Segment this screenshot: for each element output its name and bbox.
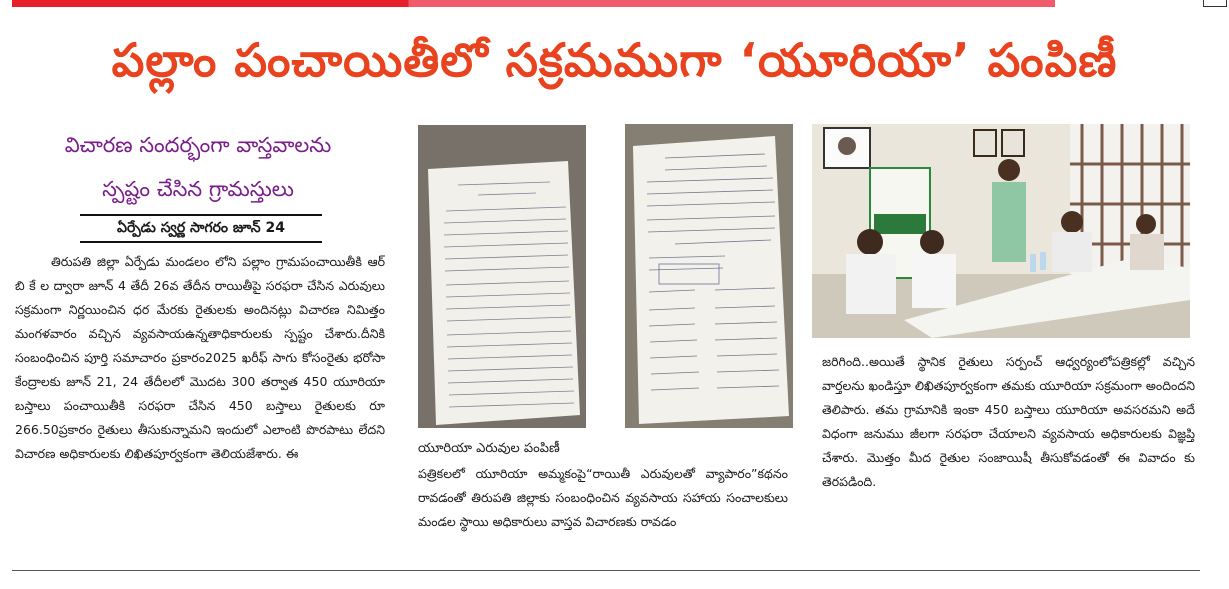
article-headline: పల్లాం పంచాయితీలో సక్రమముగా ‘యూరియా’ పంపిణీ (111, 33, 1118, 87)
dateline: ఏర్పేడు స్వర్ణ సాగరం జూన్ 24 (117, 220, 285, 236)
handwritten-letter-photo-1 (418, 125, 586, 428)
meeting-room-photo (812, 124, 1190, 338)
subheadline-line-2: స్పష్టం చేసిన గ్రామస్తులు (102, 177, 294, 201)
masthead-color-bar (12, 0, 1055, 7)
letter-page-1-illustration (418, 125, 586, 428)
article-column-2: పత్రికలలో యూరియా అమ్మకంపై“రాయితీ ఎరువులతో వ్యాపారం”కథనం రావడంతో తిరుపతి జిల్లాకు సంబంధించిన వ్యవసాయ సహాయ సంచాలకులు మండల స్థాయి అధికారులు వాస్తవ విచారణకు రావడం (418, 466, 788, 529)
column-2-heading: యూరియా ఎరువుల పంపిణీ (418, 441, 560, 456)
page-corner-mark (1203, 0, 1227, 7)
byline-bottom-rule (80, 241, 322, 243)
article-column-1: తిరుపతి జిల్లా ఏర్పేడు మండలం లోని పల్లాం గ్రామపంచాయితీకి ఆర్ బి కే ల ద్వారా జూన్ 4 తేదీ 26వ తేదీన రాయితీపై సరఫరా చేసిన ఎరువులు సక్రమంగా నిర్ణయించిన ధర మేరకు రైతులకు అందినట్లు విచారణ నిమిత్తం మంగళవారం వచ్చిన వ్యవసాయఉన్నతాధికారులకు స్పష్టం చేశారు.దీనికి సంబంధించిన పూర్తి సమాచారం ప్రకారం2025 ఖరీఫ్ సాగు కోసంరైతు భరోసా కేంద్రాలకు జూన్ 21, 24 తేదీలలో మొదట 300 తర్వాత 450 యూరియా బస్తాలు పంచాయితీకి సరఫరా చేసిన 450 బస్తాలు రైతులకు రూ 266.50ప్రకారం రైతులు తీసుకున్నామని ఇందులో ఎలాంటి పొరపాటు లేదని విచారణ అధికారులకు లిఖితపూర్వకంగా తెలియజేశారు. ఈ (15, 254, 385, 461)
meeting-scene-illustration (812, 124, 1190, 338)
letter-page-2-illustration (625, 124, 793, 428)
article-column-3: జరిగింది..అయితే స్థానిక రైతులు సర్పంచ్ ఆధ్వర్యంలోపత్రికల్లో వచ్చిన వార్తలను ఖండిస్తూ లిఖితపూర్వకంగా తమకు యూరియా సక్రమంగా అందిందని తెలిపారు. తమ గ్రామానికి ఇంకా 450 బస్తాలు యూరియా అవసరమని అదే విధంగా జనుము జీలగా సరఫరా చేయాలని వ్యవసాయ అధికారులకు విజ్ఞప్తి చేశారు. మొత్తం మీద రైతుల సంజాయిషీ తీసుకోవడంతో ఈ వివాదం కు తెరపడింది. (822, 354, 1195, 489)
subheadline-line-1: విచారణ సందర్భంగా వాస్తవాలను (64, 133, 332, 157)
page-bottom-rule (12, 570, 1200, 571)
handwritten-letter-photo-2 (625, 124, 793, 428)
